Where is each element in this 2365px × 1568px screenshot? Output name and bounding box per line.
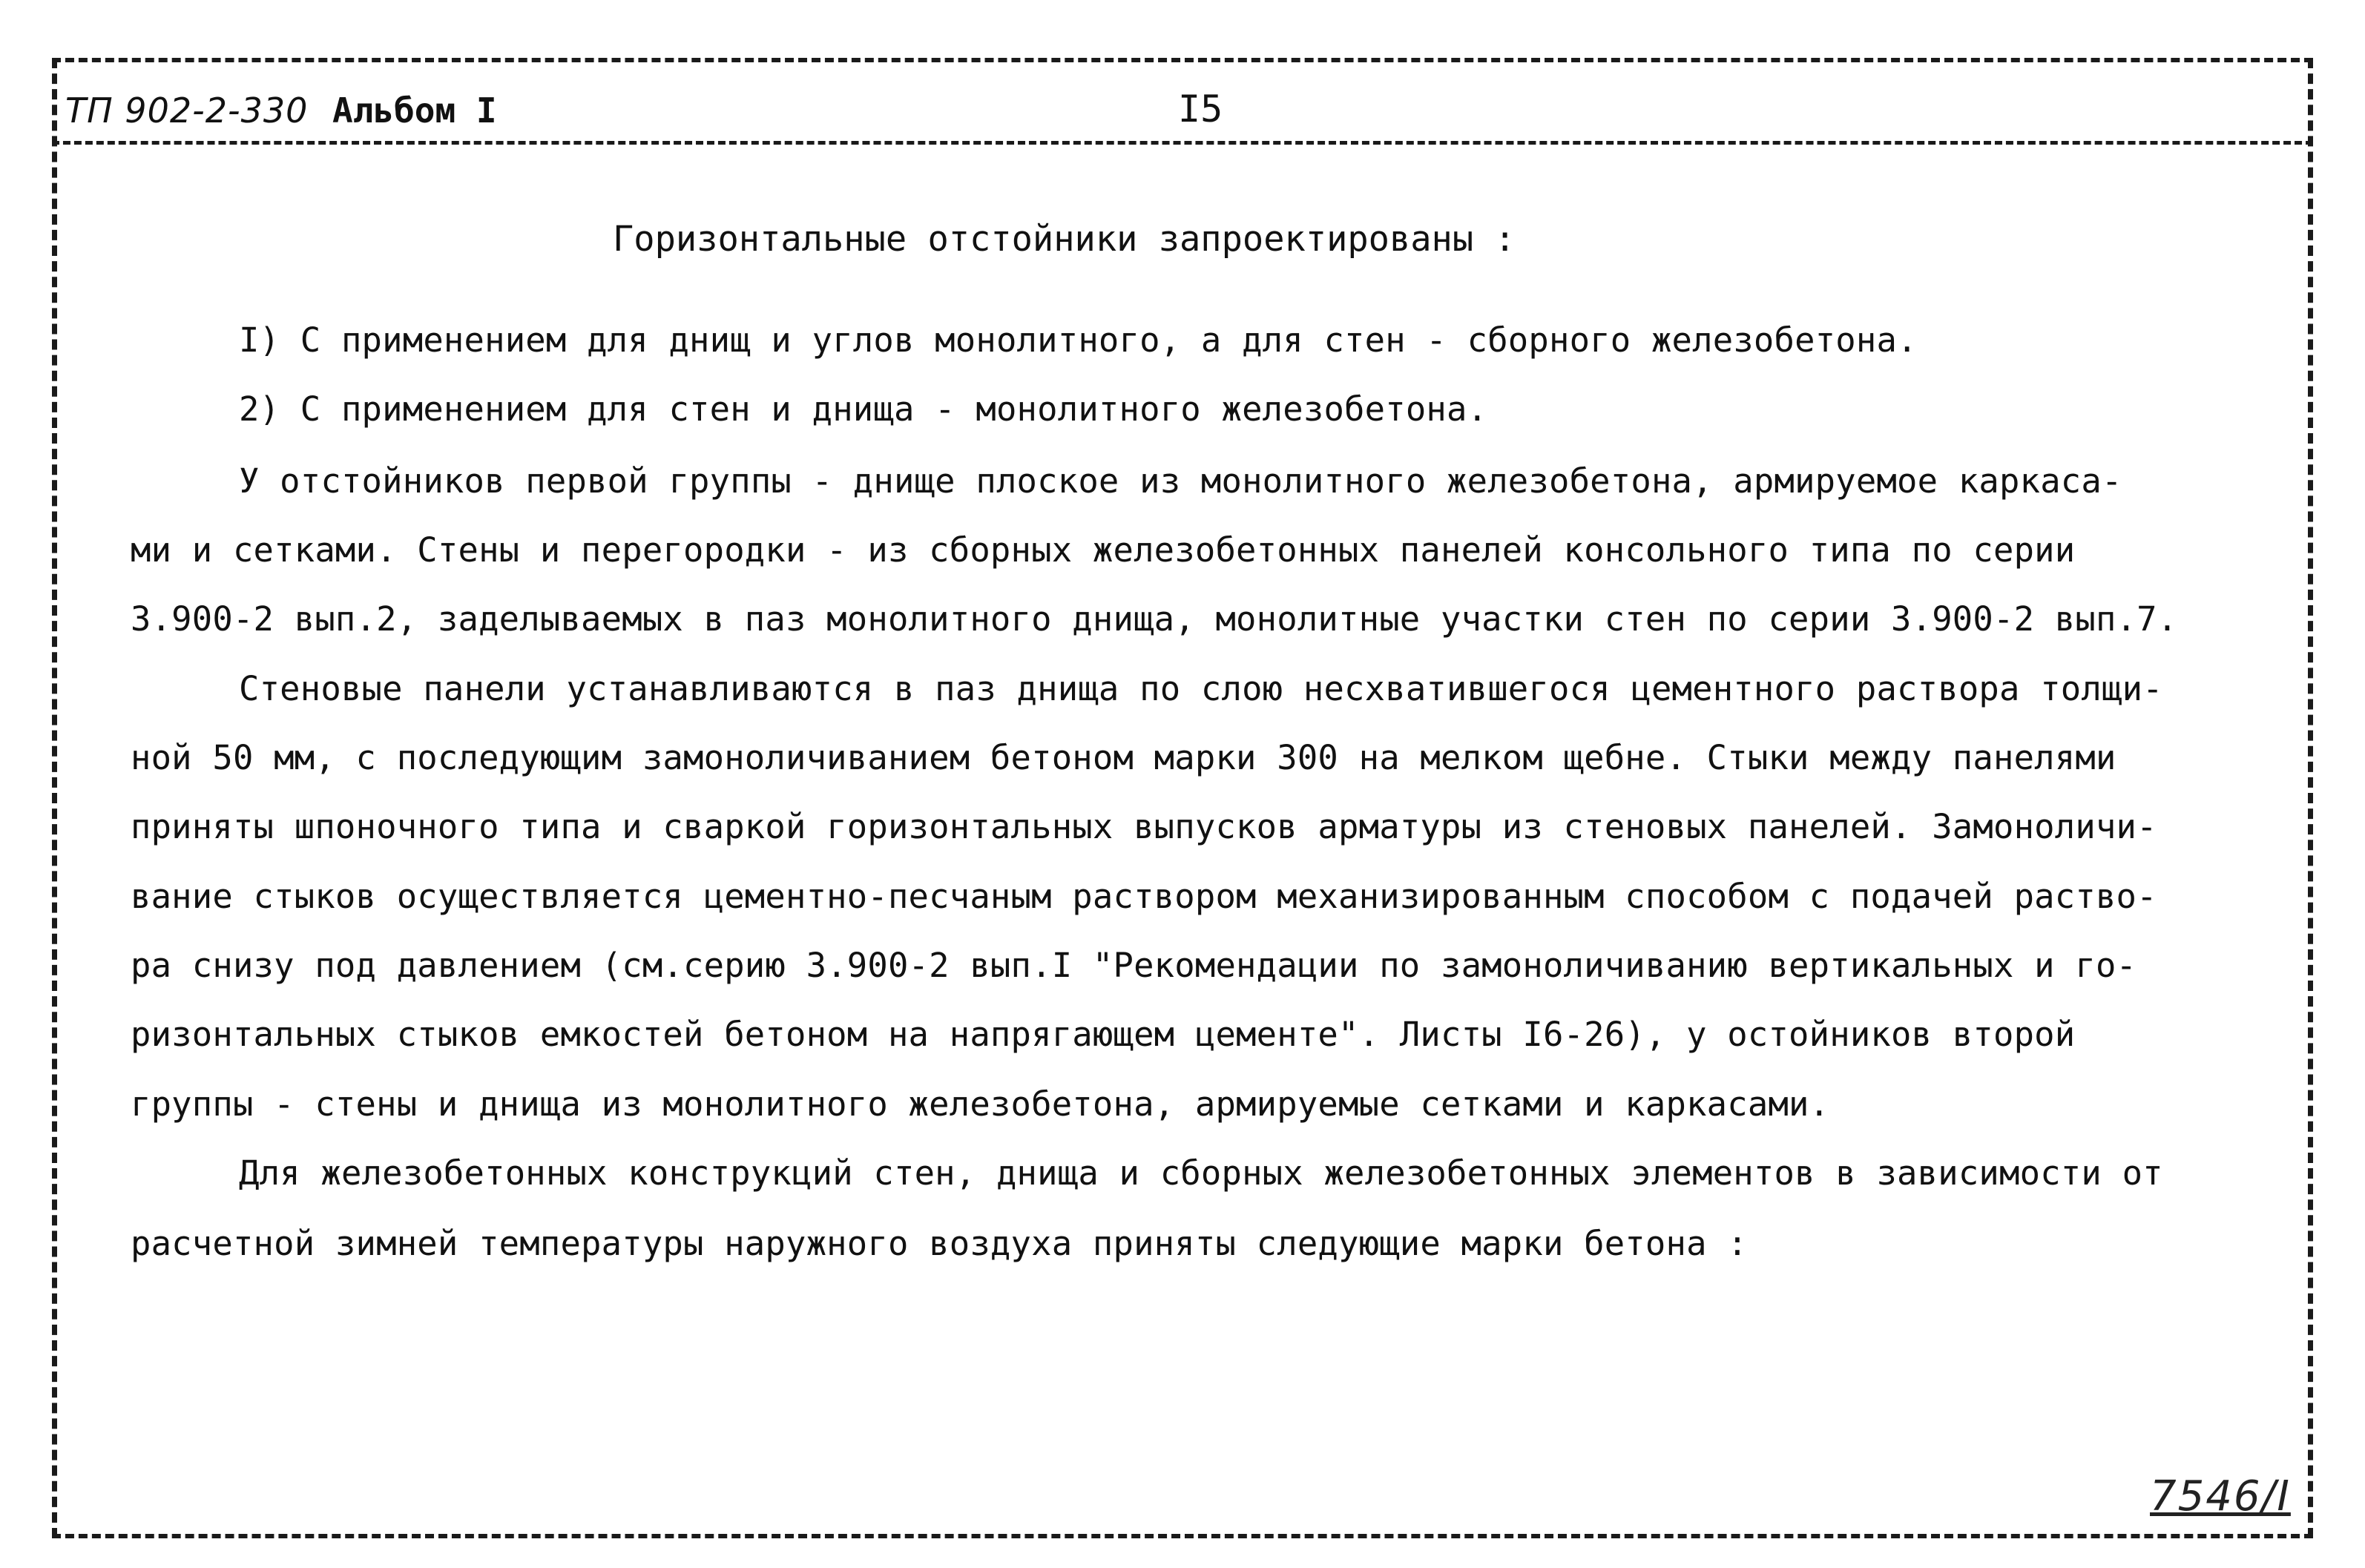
- page-number: I5: [1178, 88, 1223, 131]
- header-divider: [52, 141, 2313, 145]
- text-line: 3.900-2 вып.2, заделываемых в паз монолитного днища, монолитные участки стен по серии 3.900-2 вып.7.: [131, 599, 2178, 639]
- text-line: вание стыков осуществляется цементно-песчаным раствором механизированным способом с подачей раство-: [131, 877, 2157, 916]
- text-line: группы - стены и днища из монолитного железобетона, армируемые сетками и каркасами.: [131, 1084, 1830, 1124]
- dashed-page-frame: [52, 58, 2313, 1538]
- album-label: Альбом I: [332, 90, 497, 131]
- text-line: расчетной зимней температуры наружного воздуха приняты следующие марки бетона :: [131, 1224, 1748, 1263]
- text-line: ной 50 мм, с последующим замоноличиванием бетоном марки 300 на мелком щебне. Стыки между панелями: [131, 738, 2116, 777]
- text-line: I) С применением для днищ и углов монолитного, а для стен - сборного железобетона.: [239, 320, 1918, 360]
- text-line: ризонтальных стыков емкостей бетоном на напрягающем цементе". Листы I6-26), у остойников второй: [131, 1015, 2076, 1054]
- sheet-identifier: 7546/I: [2150, 1472, 2291, 1521]
- text-line: приняты шпоночного типа и сваркой горизонтальных выпусков арматуры из стеновых панелей. Замоноличи-: [131, 807, 2157, 846]
- text-line: Стеновые панели устанавливаются в паз днища по слою несхватившегося цементного раствора толщи-: [239, 669, 2163, 708]
- text-line: ра снизу под давлением (см.серию 3.900-2 вып.I "Рекомендации по замоноличиванию вертикальных и го-: [131, 946, 2137, 985]
- text-line: Для железобетонных конструкций стен, днища и сборных железобетонных элементов в зависимости от: [239, 1153, 2163, 1193]
- document-code: ТП 902-2-330: [65, 90, 309, 131]
- text-line: ми и сетками. Стены и перегородки - из сборных железобетонных панелей консольного типа по серии: [131, 530, 2076, 570]
- text-line: У отстойников первой группы - днище плоское из монолитного железобетона, армируемое каркаса-: [239, 461, 2122, 501]
- section-title: Горизонтальные отстойники запроектированы :: [613, 219, 1516, 260]
- text-line: 2) С применением для стен и днища - монолитного железобетона.: [239, 389, 1488, 429]
